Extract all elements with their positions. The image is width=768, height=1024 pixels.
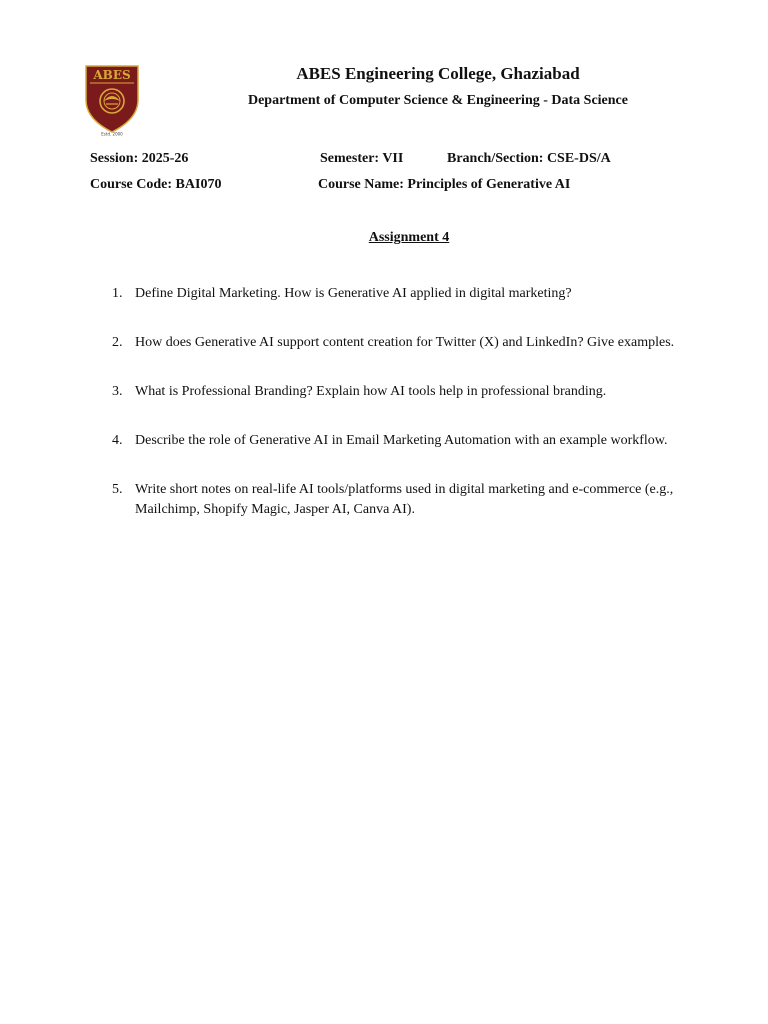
- question-text: Write short notes on real-life AI tools/platforms used in digital marketing and e-commerce (e.g., Mailchimp, Shopify Magic, Jasper AI, Canva AI).: [135, 482, 674, 517]
- question-number: 3.: [112, 384, 123, 399]
- question-list: [108, 284, 738, 549]
- question-number: 1.: [112, 286, 123, 301]
- question-number: 2.: [112, 335, 123, 350]
- session-label: Session: 2025-26: [90, 151, 189, 166]
- question-text: Describe the role of Generative AI in Email Marketing Automation with an example workflow.: [135, 433, 668, 448]
- question-item: [108, 333, 738, 353]
- question-number: 4.: [112, 433, 123, 448]
- course-code-label: Course Code: BAI070: [90, 177, 222, 192]
- department-name: Department of Computer Science & Engineering - Data Science: [247, 93, 628, 108]
- question-text: How does Generative AI support content creation for Twitter (X) and LinkedIn? Give examples.: [135, 335, 675, 350]
- branch-section-label: Branch/Section: CSE-DS/A: [447, 151, 611, 166]
- question-item: [108, 284, 738, 304]
- assignment-title: Assignment 4: [368, 230, 450, 245]
- question-text: What is Professional Branding? Explain how AI tools help in professional branding.: [135, 384, 607, 399]
- question-item: [108, 480, 738, 520]
- college-name: ABES Engineering College, Ghaziabad: [296, 64, 580, 83]
- semester-label: Semester: VII: [320, 151, 404, 166]
- question-item: [108, 382, 738, 402]
- logo-wordmark: ABES: [93, 68, 131, 82]
- question-number: 5.: [112, 482, 123, 497]
- question-item: [108, 431, 738, 451]
- logo-estd: Estd. 2000: [101, 131, 123, 136]
- course-name-label: Course Name: Principles of Generative AI: [318, 177, 571, 192]
- question-text: Define Digital Marketing. How is Generative AI applied in digital marketing?: [135, 286, 572, 301]
- college-logo: [84, 64, 140, 136]
